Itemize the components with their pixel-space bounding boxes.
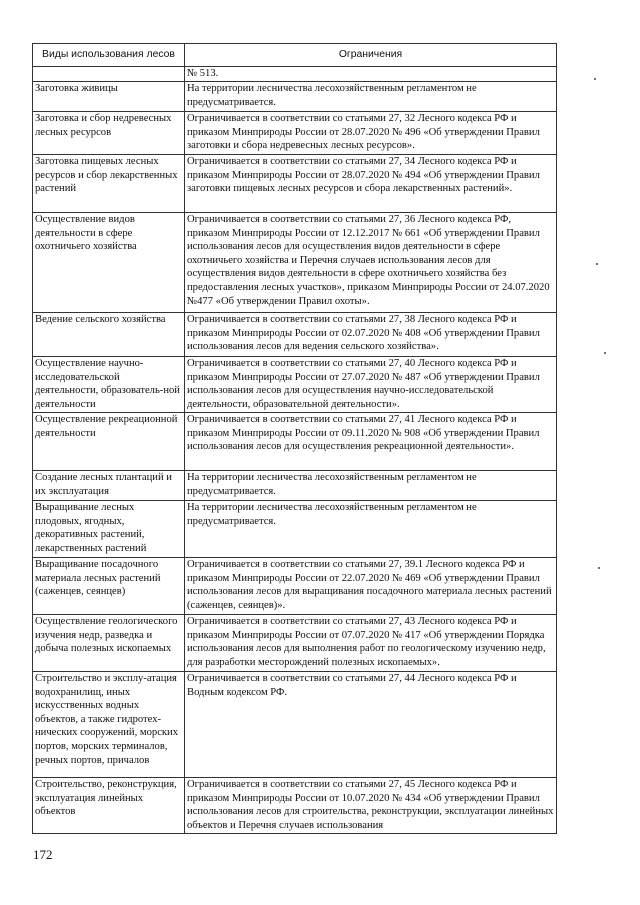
table-row <box>33 615 557 672</box>
table-row <box>33 67 557 82</box>
scan-speck <box>604 352 606 354</box>
row-restriction: Ограничивается в соответствии со статьями 27, 45 Лесного кодекса РФ и приказом Минприроды России от 10.07.2020 № 434 «Об утверждении Правил использования лесов для строительства, реконструкции, эксплуатации линейных объектов и Перечня случаев использования <box>185 778 557 834</box>
row-restriction: На территории лесничества лесохозяйственным регламентом не предусматривается. <box>185 501 557 558</box>
row-use-type <box>33 67 185 82</box>
row-use-type: Ведение сельского хозяйства <box>33 313 185 357</box>
table-row <box>33 313 557 357</box>
row-restriction: На территории лесничества лесохозяйственным регламентом не предусматривается. <box>185 471 557 501</box>
table-row <box>33 112 557 155</box>
table-row <box>33 213 557 313</box>
table-row <box>33 558 557 615</box>
row-use-type: Заготовка живицы <box>33 82 185 112</box>
header-forest-use-types: Виды использования лесов <box>33 44 185 67</box>
row-restriction: Ограничивается в соответствии со статьями 27, 34 Лесного кодекса РФ и приказом Минприроды России от 28.07.2020 № 494 «Об утверждении Правил заготовки пищевых лесных ресурсов и сбора лекарственных растений». <box>185 155 557 213</box>
header-restrictions: Ограничения <box>185 44 557 67</box>
row-restriction: Ограничивается в соответствии со статьями 27, 44 Лесного кодекса РФ и Водным кодексом РФ. <box>185 672 557 778</box>
row-use-type: Строительство и эксплу-атация водохранилищ, иных искусственных водных объектов, а также гидротех-нических сооружений, морских портов, морских терминалов, речных портов, причалов <box>33 672 185 778</box>
row-use-type: Осуществление видов деятельности в сфере охотничьего хозяйства <box>33 213 185 313</box>
scan-speck <box>596 263 598 265</box>
row-use-type: Создание лесных плантаций и их эксплуатация <box>33 471 185 501</box>
row-restriction: Ограничивается в соответствии со статьями 27, 41 Лесного кодекса РФ и приказом Минприроды России от 09.11.2020 № 908 «Об утверждении Правил использования лесов для осуществления рекреационной деятельности». <box>185 413 557 471</box>
row-use-type: Осуществление научно-исследовательской деятельности, образователь-ной деятельности <box>33 357 185 413</box>
row-restriction: № 513. <box>185 67 557 82</box>
page-number: 172 <box>33 847 53 862</box>
row-restriction: Ограничивается в соответствии со статьями 27, 38 Лесного кодекса РФ и приказом Минприроды России от 02.07.2020 № 408 «Об утверждении Правил использования лесов для ведения сельского хозяйства». <box>185 313 557 357</box>
row-restriction: Ограничивается в соответствии со статьями 27, 43 Лесного кодекса РФ и приказом Минприроды России от 07.07.2020 № 417 «Об утверждении Порядка использования лесов для выполнения работ по геологическому изучению недр, для разработки месторождений полезных ископаемых». <box>185 615 557 672</box>
row-use-type: Выращивание лесных плодовых, ягодных, декоративных растений, лекарственных растений <box>33 501 185 558</box>
table-row <box>33 155 557 213</box>
row-restriction: Ограничивается в соответствии со статьями 27, 32 Лесного кодекса РФ и приказом Минприроды России от 28.07.2020 № 496 «Об утверждении Правил заготовки и сбора недревесных лесных ресурсов». <box>185 112 557 155</box>
row-restriction: Ограничивается в соответствии со статьями 27, 39.1 Лесного кодекса РФ и приказом Минприроды России от 22.07.2020 № 469 «Об утверждении Правил использования лесов для выращивания посадочного материала лесных растений (саженцев, сеянцев)». <box>185 558 557 615</box>
table-row <box>33 357 557 413</box>
table-row <box>33 778 557 834</box>
row-use-type: Выращивание посадочного материала лесных растений (саженцев, сеянцев) <box>33 558 185 615</box>
restrictions-table <box>32 43 557 834</box>
table-row <box>33 672 557 778</box>
table-row <box>33 82 557 112</box>
row-use-type: Заготовка пищевых лесных ресурсов и сбор лекарственных растений <box>33 155 185 213</box>
scan-speck <box>598 567 600 569</box>
row-use-type: Заготовка и сбор недревесных лесных ресурсов <box>33 112 185 155</box>
scan-speck <box>594 78 596 80</box>
table-row <box>33 413 557 471</box>
row-use-type: Осуществление рекреационной деятельности <box>33 413 185 471</box>
row-restriction: Ограничивается в соответствии со статьями 27, 36 Лесного кодекса РФ, приказом Минприроды России от 12.12.2017 № 661 «Об утверждении Правил использования лесов для осуществления видов деятельности в сфере охотничьего хозяйства и Перечня случаев использования лесов для осуществления видов деятельности в сфере охотничьего хозяйства без предоставления лесных участков», приказом Минприроды России от 24.07.2020 №477 «Об утверждении Правил охоты». <box>185 213 557 313</box>
table-header-row <box>33 44 557 67</box>
row-restriction: Ограничивается в соответствии со статьями 27, 40 Лесного кодекса РФ и приказом Минприроды России от 27.07.2020 № 487 «Об утверждении Правил использования лесов для осуществления научно-исследовательской деятельности, образовательной деятельности». <box>185 357 557 413</box>
table-row <box>33 471 557 501</box>
table-row <box>33 501 557 558</box>
row-restriction: На территории лесничества лесохозяйственным регламентом не предусматривается. <box>185 82 557 112</box>
row-use-type: Осуществление геологического изучения недр, разведка и добыча полезных ископаемых <box>33 615 185 672</box>
row-use-type: Строительство, реконструкция, эксплуатация линейных объектов <box>33 778 185 834</box>
